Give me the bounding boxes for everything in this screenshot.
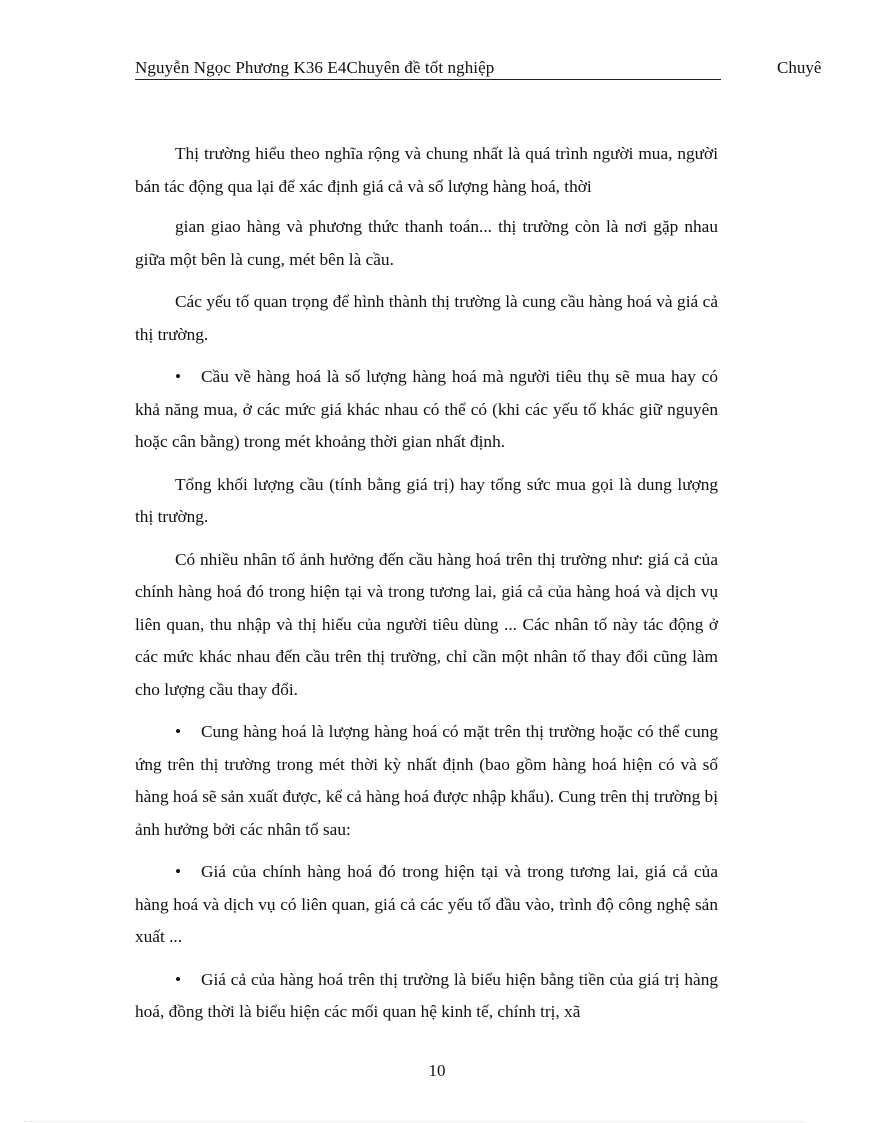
header-title: Nguyễn Ngọc Phương K36 E4Chuyên đề tốt nghiệp [135,58,495,77]
document-body [135,138,718,1029]
bullet-supply-text: Cung hàng hoá là lượng hàng hoá có mặt trên thị trường hoặc có thể cung ứng trên thị trường trong mét thời kỳ nhất định (bao gồm hàng hoá hiện có và số hàng hoá sẽ sản xuất được, kể cả hàng hoá được nhập khẩu). Cung trên thị trường bị ảnh hưởng bởi các nhân tố sau: [135,722,718,839]
bullet-price-text: Giá cả của hàng hoá trên thị trường là biểu hiện bằng tiền của giá trị hàng hoá, đồng thời là biểu hiện các mối quan hệ kinh tế, chính trị, xã [135,969,718,1021]
paragraph-demand-factors: Có nhiều nhân tố ảnh hưởng đến cầu hàng hoá trên thị trường như: giá cả của chính hàng hoá đó trong hiện tại và trong tương lai, giá cả của hàng hoá và dịch vụ liên quan, thu nhập và thị hiếu của người tiêu dùng ... Các nhân tố này tác động ở các mức khác nhau đến cầu trên thị trường, chỉ cần một nhân tố thay đổi cũng làm cho lượng cầu thay đổi. [135,549,718,699]
header-right-text: Chuyê [777,58,822,77]
bullet-price [135,964,718,1029]
bullet-supply-factors-text: Giá của chính hàng hoá đó trong hiện tại và trong tương lai, giá cả của hàng hoá và dịch vụ có liên quan, giá cả các yếu tố đầu vào, trình độ công nghệ sản xuất ... [135,862,718,946]
paragraph-market-definition-continued: gian giao hàng và phương thức thanh toán... thị trường còn là nơi gặp nhau giữa một bên là cung, mét bên là cầu. [135,217,718,269]
bullet-icon: • [175,969,182,989]
bullet-supply [135,716,718,846]
page-number: 10 [428,1061,446,1080]
footer-divider [24,1121,804,1122]
bullet-icon: • [175,722,182,741]
bullet-demand [135,361,718,459]
paragraph-market-factors: Các yếu tố quan trọng để hình thành thị trường là cung cầu hàng hoá và giá cả thị trường. [135,292,718,344]
header-underline [135,79,721,80]
bullet-demand-text: Cầu về hàng hoá là số lượng hàng hoá mà người tiêu thụ sẽ mua hay có khả năng mua, ở các mức giá khác nhau có thể có (khi các yếu tố khác giữ nguyên hoặc cân bằng) trong mét khoảng thời gian nhất định. [135,367,718,451]
paragraph-market-capacity: Tổng khối lượng cầu (tính bằng giá trị) hay tổng sức mua gọi là dung lượng thị trường. [135,474,718,526]
paragraph-market-definition: Thị trường hiểu theo nghĩa rộng và chung nhất là quá trình người mua, người bán tác động qua lại để xác định giá cả và số lượng hàng hoá, thời [135,144,718,196]
bullet-icon: • [175,367,182,386]
bullet-icon: • [175,862,182,881]
bullet-supply-factors [135,856,718,954]
